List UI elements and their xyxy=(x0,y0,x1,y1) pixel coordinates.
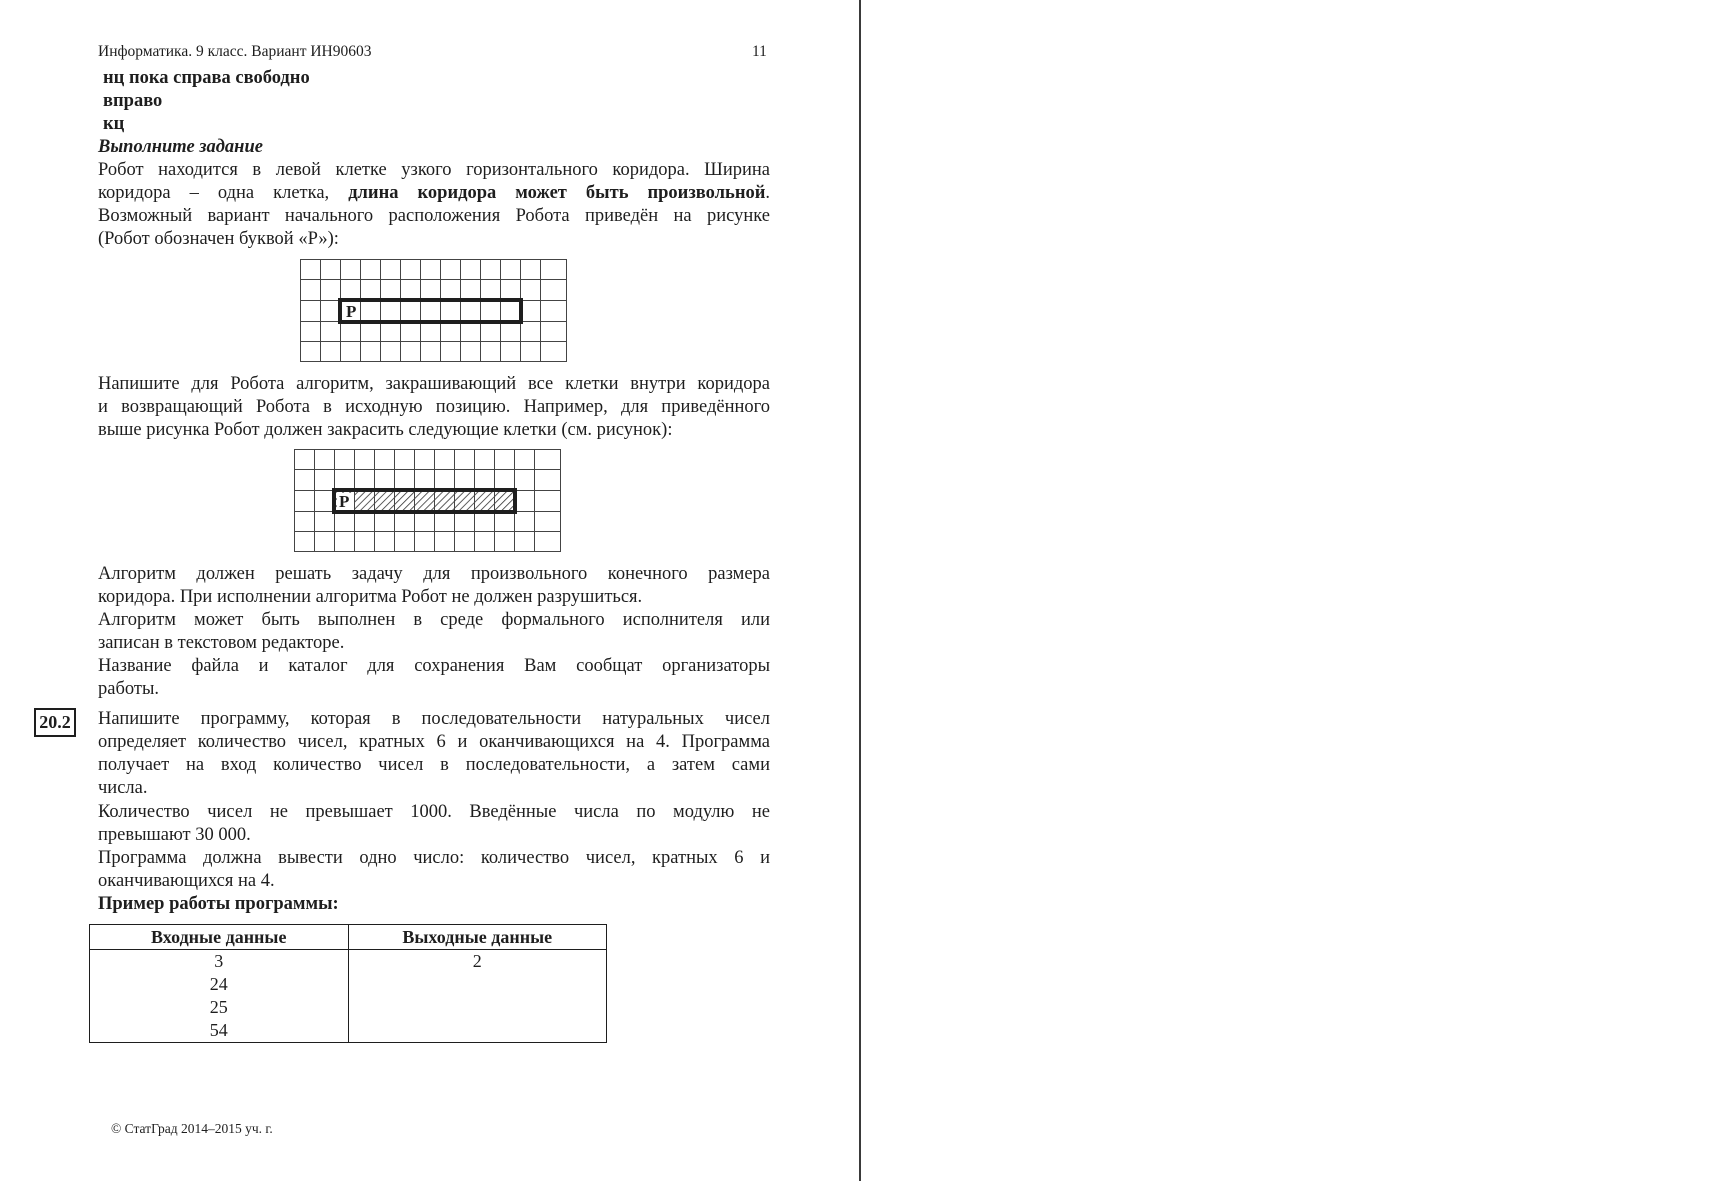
task1-text-line: коридора. При исполнении алгоритма Робот не должен разрушиться. xyxy=(98,587,643,607)
task2-text-line: Напишите программу, которая в последовательности натуральных чисел xyxy=(98,709,770,729)
document-page-left xyxy=(0,0,859,1181)
task1-text-line: работы. xyxy=(98,679,160,699)
output-line: 2 xyxy=(472,951,482,971)
task1-text-line: Алгоритм должен решать задачу для произвольного конечного размера xyxy=(98,564,770,584)
code-line-2: вправо xyxy=(103,91,163,111)
task2-text-line: превышают 30 000. xyxy=(98,825,251,845)
corridor-figure-initial xyxy=(300,259,568,363)
task2-text-line: Количество чисел не превышает 1000. Введённые числа по модулю не xyxy=(98,802,770,822)
task1-text-line: Возможный вариант начального расположения Робота приведён на рисунке xyxy=(98,206,770,226)
document-page-right xyxy=(861,0,1725,1181)
table-header-output: Выходные данные xyxy=(348,925,607,950)
task2-text-line: оканчивающихся на 4. xyxy=(98,871,275,891)
input-line: 25 xyxy=(209,997,228,1017)
task-heading: Выполните задание xyxy=(98,137,263,157)
task1-text-line xyxy=(98,182,770,205)
example-heading: Пример работы программы: xyxy=(98,894,339,914)
page-header-title: Информатика. 9 класс. Вариант ИН90603 xyxy=(98,43,372,60)
task1-text-line: выше рисунка Робот должен закрасить следующие клетки (см. рисунок): xyxy=(98,420,673,440)
corridor-figure-painted xyxy=(294,449,562,553)
task1-text-line: Название файла и каталог для сохранения Вам сообщат организаторы xyxy=(98,656,770,676)
robot-marker: Р xyxy=(346,302,357,321)
task2-text-line: определяет количество чисел, кратных 6 и оканчивающихся на 4. Программа xyxy=(98,732,770,752)
task-number-box: 20.2 xyxy=(34,708,76,737)
task1-text-line: (Робот обозначен буквой «Р»): xyxy=(98,229,339,249)
io-example-table xyxy=(89,924,607,1043)
code-line-3: кц xyxy=(103,114,125,134)
robot-marker: Р xyxy=(339,492,350,511)
input-line: 3 xyxy=(214,951,224,971)
task1-emphasis: длина коридора может быть произвольной xyxy=(348,183,766,203)
code-line-1: нц пока справа свободно xyxy=(103,68,310,88)
input-data-cell xyxy=(90,950,349,1043)
task2-text-line: Программа должна вывести одно число: количество чисел, кратных 6 и xyxy=(98,848,770,868)
table-header-input: Входные данные xyxy=(90,925,349,950)
task2-text-line: получает на вход количество чисел в последовательности, а затем сами xyxy=(98,755,770,775)
task1-text-line: и возвращающий Робота в исходную позицию. Например, для приведённого xyxy=(98,397,770,417)
task1-text-part: . xyxy=(765,183,771,203)
footer-copyright: © СтатГрад 2014–2015 уч. г. xyxy=(111,1121,273,1136)
input-line: 24 xyxy=(209,974,228,994)
output-data-cell xyxy=(348,950,607,1043)
task1-text-line: Робот находится в левой клетке узкого горизонтального коридора. Ширина xyxy=(98,160,770,180)
painted-cells xyxy=(334,490,515,512)
task1-text-part: коридора – одна клетка, xyxy=(98,183,349,203)
corridor-walls xyxy=(340,300,521,322)
task1-text-line: записан в текстовом редакторе. xyxy=(98,633,345,653)
table-row xyxy=(90,950,607,1043)
page-number: 11 xyxy=(752,43,767,60)
task2-text-line: числа. xyxy=(98,778,148,798)
input-line: 54 xyxy=(209,1020,228,1040)
task1-text-line: Алгоритм может быть выполнен в среде формального исполнителя или xyxy=(98,610,770,630)
task1-text-line: Напишите для Робота алгоритм, закрашивающий все клетки внутри коридора xyxy=(98,374,770,394)
